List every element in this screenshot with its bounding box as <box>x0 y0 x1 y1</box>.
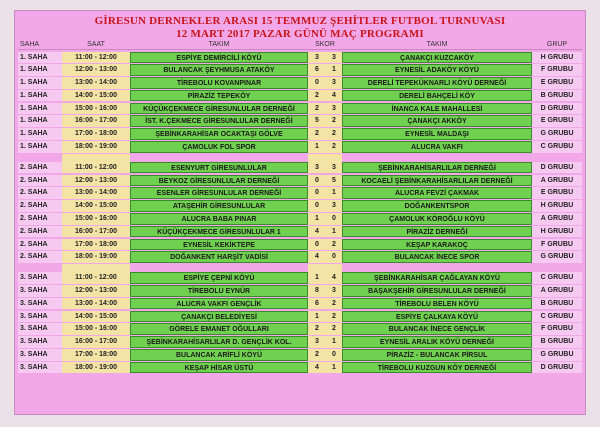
saat-cell: 15:00 - 16:00 <box>62 323 130 335</box>
saha-cell: 1. SAHA <box>18 115 62 127</box>
home-score-cell: 3 <box>308 52 326 64</box>
away-team-cell: EYNESİL MALDAŞI <box>342 128 532 140</box>
away-team-cell: PİRAZİZ DERNEĞİ <box>342 226 532 238</box>
home-team-cell: ESPİYE DEMİRCİLİ KÖYÜ <box>130 52 308 64</box>
away-score-cell: 1 <box>326 362 342 374</box>
saat-cell: 18:00 - 19:00 <box>62 362 130 374</box>
table-header <box>18 40 582 50</box>
header-saat: SAAT <box>62 40 130 50</box>
saha-cell: 3. SAHA <box>18 272 62 284</box>
saat-cell: 17:00 - 18:00 <box>62 349 130 361</box>
away-team-cell: ŞEBİNKARAHİSAR ÇAĞLAYAN KÖYÜ <box>342 272 532 284</box>
away-team-cell: BULANCAK İNECE SPOR <box>342 251 532 263</box>
separator-cell <box>130 154 308 162</box>
home-score-cell: 1 <box>308 311 326 323</box>
away-score-cell: 1 <box>326 64 342 76</box>
home-score-cell: 0 <box>308 77 326 89</box>
away-score-cell: 2 <box>326 311 342 323</box>
home-score-cell: 2 <box>308 323 326 335</box>
away-score-cell: 2 <box>326 141 342 153</box>
saat-cell: 12:00 - 13:00 <box>62 175 130 187</box>
away-score-cell: 2 <box>326 128 342 140</box>
away-score-cell: 3 <box>326 162 342 174</box>
home-team-cell: ÇAMOLUK FOL SPOR <box>130 141 308 153</box>
home-score-cell: 1 <box>308 213 326 225</box>
home-score-cell: 2 <box>308 103 326 115</box>
table-row <box>18 323 582 335</box>
away-team-cell: ÇANAKÇI AKKÖY <box>342 115 532 127</box>
away-score-cell: 2 <box>326 115 342 127</box>
away-score-cell: 3 <box>326 285 342 297</box>
away-score-cell: 0 <box>326 349 342 361</box>
saha-cell: 3. SAHA <box>18 311 62 323</box>
table-row <box>18 187 582 199</box>
separator-cell <box>62 154 130 162</box>
table-row <box>18 115 582 127</box>
away-team-cell: TİREBOLU KUZGUN KÖY DERNEĞİ <box>342 362 532 374</box>
home-team-cell: DOĞANKENT HARŞİT VADİSİ <box>130 251 308 263</box>
block-separator <box>18 264 582 272</box>
home-score-cell: 1 <box>308 141 326 153</box>
away-team-cell: DOĞANKENTSPOR <box>342 200 532 212</box>
saat-cell: 18:00 - 19:00 <box>62 141 130 153</box>
home-team-cell: KEŞAP HİSAR ÜSTÜ <box>130 362 308 374</box>
home-team-cell: BULANCAK ŞEYHMUSA ATAKÖY <box>130 64 308 76</box>
saha-cell: 2. SAHA <box>18 162 62 174</box>
table-row <box>18 251 582 263</box>
separator-cell <box>532 154 582 162</box>
away-score-cell: 3 <box>326 200 342 212</box>
saha-cell: 1. SAHA <box>18 141 62 153</box>
away-team-cell: DERELİ BAHÇELİ KÖY <box>342 90 532 102</box>
grup-cell: H GRUBU <box>532 52 582 64</box>
separator-cell <box>532 264 582 272</box>
saat-cell: 11:00 - 12:00 <box>62 162 130 174</box>
saha-cell: 1. SAHA <box>18 90 62 102</box>
away-score-cell: 3 <box>326 103 342 115</box>
home-score-cell: 0 <box>308 200 326 212</box>
away-score-cell: 2 <box>326 298 342 310</box>
saha-cell: 2. SAHA <box>18 239 62 251</box>
table-row <box>18 90 582 102</box>
home-score-cell: 4 <box>308 362 326 374</box>
block-separator <box>18 154 582 162</box>
saha-cell: 1. SAHA <box>18 52 62 64</box>
away-team-cell: İNANCA KALE MAHALLESİ <box>342 103 532 115</box>
grup-cell: A GRUBU <box>532 213 582 225</box>
grup-cell: D GRUBU <box>532 103 582 115</box>
saha-cell: 2. SAHA <box>18 175 62 187</box>
home-team-cell: ESENLER GİRESUNLULAR DERNEĞİ <box>130 187 308 199</box>
saat-cell: 14:00 - 15:00 <box>62 200 130 212</box>
home-team-cell: ALUCRA VAKFI GENÇLİK <box>130 298 308 310</box>
grup-cell: C GRUBU <box>532 141 582 153</box>
grup-cell: C GRUBU <box>532 272 582 284</box>
saha-cell: 1. SAHA <box>18 77 62 89</box>
separator-cell <box>342 264 532 272</box>
grup-cell: D GRUBU <box>532 162 582 174</box>
table-row <box>18 336 582 348</box>
away-score-cell: 0 <box>326 251 342 263</box>
home-team-cell: ÇANAKÇI BELEDİYESİ <box>130 311 308 323</box>
grup-cell: G GRUBU <box>532 251 582 263</box>
grup-cell: D GRUBU <box>532 362 582 374</box>
table-row <box>18 200 582 212</box>
home-score-cell: 6 <box>308 298 326 310</box>
home-score-cell: 0 <box>308 187 326 199</box>
away-score-cell: 2 <box>326 323 342 335</box>
home-score-cell: 0 <box>308 239 326 251</box>
saha-cell: 2. SAHA <box>18 187 62 199</box>
away-team-cell: DERELİ TEPEKÜKNARLI KÖYÜ DERNEĞİ <box>342 77 532 89</box>
grup-cell: G GRUBU <box>532 128 582 140</box>
separator-cell <box>130 264 308 272</box>
saat-cell: 16:00 - 17:00 <box>62 115 130 127</box>
grup-cell: G GRUBU <box>532 349 582 361</box>
home-team-cell: PİRAZİZ TEPEKÖY <box>130 90 308 102</box>
header-takim-1: TAKIM <box>130 40 308 50</box>
home-score-cell: 3 <box>308 162 326 174</box>
away-team-cell: TİREBOLU BELEN KÖYÜ <box>342 298 532 310</box>
home-team-cell: KÜÇÜKÇEKMECE GİRESUNLULAR 1 <box>130 226 308 238</box>
away-score-cell: 2 <box>326 239 342 251</box>
home-team-cell: KÜÇÜKÇEKMECE GİRESUNLULAR DERNEĞİ <box>130 103 308 115</box>
home-team-cell: ESENYURT GİRESUNLULAR <box>130 162 308 174</box>
separator-cell <box>18 264 62 272</box>
home-score-cell: 8 <box>308 285 326 297</box>
away-team-cell: BULANCAK İNECE GENÇLİK <box>342 323 532 335</box>
away-team-cell: ÇANAKÇI KUZCAKÖY <box>342 52 532 64</box>
table-row <box>18 272 582 284</box>
away-team-cell: PİRAZİZ - BULANCAK PİRSUL <box>342 349 532 361</box>
saha-cell: 3. SAHA <box>18 298 62 310</box>
saat-cell: 14:00 - 15:00 <box>62 311 130 323</box>
saat-cell: 16:00 - 17:00 <box>62 226 130 238</box>
separator-cell <box>308 154 326 162</box>
away-score-cell: 3 <box>326 77 342 89</box>
home-score-cell: 4 <box>308 251 326 263</box>
saat-cell: 18:00 - 19:00 <box>62 251 130 263</box>
saat-cell: 17:00 - 18:00 <box>62 239 130 251</box>
home-score-cell: 5 <box>308 115 326 127</box>
saha-cell: 1. SAHA <box>18 103 62 115</box>
saat-cell: 16:00 - 17:00 <box>62 336 130 348</box>
saha-cell: 3. SAHA <box>18 285 62 297</box>
saat-cell: 17:00 - 18:00 <box>62 128 130 140</box>
grup-cell: H GRUBU <box>532 226 582 238</box>
away-team-cell: BAŞAKŞEHİR GİRESUNLULAR DERNEĞİ <box>342 285 532 297</box>
table-row <box>18 162 582 174</box>
saha-cell: 2. SAHA <box>18 251 62 263</box>
saat-cell: 15:00 - 16:00 <box>62 213 130 225</box>
header-saha: SAHA <box>18 40 62 50</box>
schedule-sheet <box>14 10 586 415</box>
saha-cell: 2. SAHA <box>18 200 62 212</box>
away-team-cell: KOCAELİ ŞEBİNKARAHİSARLILAR DERNEĞİ <box>342 175 532 187</box>
table-row <box>18 362 582 374</box>
table-row <box>18 311 582 323</box>
saat-cell: 11:00 - 12:00 <box>62 272 130 284</box>
saha-cell: 1. SAHA <box>18 128 62 140</box>
away-team-cell: ÇAMOLUK KÖROĞLU KÖYÜ <box>342 213 532 225</box>
saat-cell: 11:00 - 12:00 <box>62 52 130 64</box>
saha-cell: 3. SAHA <box>18 336 62 348</box>
table-row <box>18 64 582 76</box>
separator-cell <box>18 154 62 162</box>
page-title: GİRESUN DERNEKLER ARASI 15 TEMMUZ ŞEHİTLER FUTBOL TURNUVASI <box>94 15 506 27</box>
home-team-cell: ESPİYE ÇEPNİ KÖYÜ <box>130 272 308 284</box>
grup-cell: F GRUBU <box>532 239 582 251</box>
saha-cell: 1. SAHA <box>18 64 62 76</box>
separator-cell <box>308 264 326 272</box>
grup-cell: C GRUBU <box>532 311 582 323</box>
home-team-cell: ALUCRA BABA PINAR <box>130 213 308 225</box>
away-score-cell: 1 <box>326 226 342 238</box>
grup-cell: B GRUBU <box>532 90 582 102</box>
separator-cell <box>326 264 342 272</box>
grup-cell: F GRUBU <box>532 323 582 335</box>
away-team-cell: ALUCRA VAKFI <box>342 141 532 153</box>
saha-cell: 3. SAHA <box>18 323 62 335</box>
away-score-cell: 1 <box>326 336 342 348</box>
page-subtitle: 12 MART 2017 PAZAR GÜNÜ MAÇ PROGRAMI <box>176 28 424 40</box>
saha-cell: 2. SAHA <box>18 213 62 225</box>
header-takim-2: TAKIM <box>342 40 532 50</box>
table-row <box>18 298 582 310</box>
grup-cell: B GRUBU <box>532 298 582 310</box>
home-score-cell: 1 <box>308 272 326 284</box>
away-team-cell: EYNESİL ARALIK KÖYÜ DERNEĞİ <box>342 336 532 348</box>
away-team-cell: ŞEBİNKARAHİSARLILAR DERNEĞİ <box>342 162 532 174</box>
grup-cell: F GRUBU <box>532 64 582 76</box>
schedule-table <box>18 40 582 375</box>
separator-cell <box>342 154 532 162</box>
home-team-cell: EYNESİL KEKİKTEPE <box>130 239 308 251</box>
home-team-cell: TİREBOLU KOVANPINAR <box>130 77 308 89</box>
saat-cell: 13:00 - 14:00 <box>62 187 130 199</box>
away-score-cell: 5 <box>326 175 342 187</box>
table-row <box>18 175 582 187</box>
home-score-cell: 2 <box>308 90 326 102</box>
saha-cell: 3. SAHA <box>18 349 62 361</box>
home-team-cell: BEYKOZ GİRESUNLULAR DERNEĞİ <box>130 175 308 187</box>
away-score-cell: 3 <box>326 52 342 64</box>
grup-cell: H GRUBU <box>532 200 582 212</box>
table-row <box>18 52 582 64</box>
home-team-cell: ŞEBİNKARAHİSARLILAR D. GENÇLİK KOL. <box>130 336 308 348</box>
grup-cell: E GRUBU <box>532 187 582 199</box>
grup-cell: B GRUBU <box>532 336 582 348</box>
home-score-cell: 6 <box>308 64 326 76</box>
home-score-cell: 2 <box>308 349 326 361</box>
saat-cell: 15:00 - 16:00 <box>62 103 130 115</box>
grup-cell: A GRUBU <box>532 285 582 297</box>
grup-cell: E GRUBU <box>532 115 582 127</box>
away-score-cell: 4 <box>326 90 342 102</box>
table-row <box>18 226 582 238</box>
table-row <box>18 103 582 115</box>
table-row <box>18 128 582 140</box>
table-row <box>18 285 582 297</box>
away-team-cell: KEŞAP KARAKOÇ <box>342 239 532 251</box>
home-team-cell: ATAŞEHİR GİRESUNLULAR <box>130 200 308 212</box>
home-team-cell: ŞEBİNKARAHİSAR OCAKTAŞI GÖLVE <box>130 128 308 140</box>
saat-cell: 14:00 - 15:00 <box>62 90 130 102</box>
away-team-cell: EYNESİL ADAKÖY KÖYÜ <box>342 64 532 76</box>
away-team-cell: ESPİYE ÇALKAYA KÖYÜ <box>342 311 532 323</box>
home-score-cell: 3 <box>308 336 326 348</box>
away-score-cell: 0 <box>326 213 342 225</box>
home-team-cell: GÖRELE EMANET OĞULLARI <box>130 323 308 335</box>
saat-cell: 12:00 - 13:00 <box>62 285 130 297</box>
table-row <box>18 349 582 361</box>
table-row <box>18 239 582 251</box>
header-skor: SKOR <box>308 40 342 50</box>
away-team-cell: ALUCRA FEVZİ ÇAKMAK <box>342 187 532 199</box>
home-team-cell: İST. K.ÇEKMECE GİRESUNLULAR DERNEĞİ <box>130 115 308 127</box>
saha-cell: 3. SAHA <box>18 362 62 374</box>
away-score-cell: 4 <box>326 272 342 284</box>
away-score-cell: 1 <box>326 187 342 199</box>
separator-cell <box>62 264 130 272</box>
header-grup: GRUP <box>532 40 582 50</box>
grup-cell: A GRUBU <box>532 175 582 187</box>
table-row <box>18 213 582 225</box>
saat-cell: 12:00 - 13:00 <box>62 64 130 76</box>
home-team-cell: BULANCAK ARİFLİ KÖYÜ <box>130 349 308 361</box>
home-score-cell: 2 <box>308 128 326 140</box>
saat-cell: 13:00 - 14:00 <box>62 298 130 310</box>
home-score-cell: 4 <box>308 226 326 238</box>
home-score-cell: 0 <box>308 175 326 187</box>
saha-cell: 2. SAHA <box>18 226 62 238</box>
saat-cell: 13:00 - 14:00 <box>62 77 130 89</box>
grup-cell: E GRUBU <box>532 77 582 89</box>
home-team-cell: TİREBOLU EYNÜR <box>130 285 308 297</box>
table-row <box>18 141 582 153</box>
table-row <box>18 77 582 89</box>
separator-cell <box>326 154 342 162</box>
